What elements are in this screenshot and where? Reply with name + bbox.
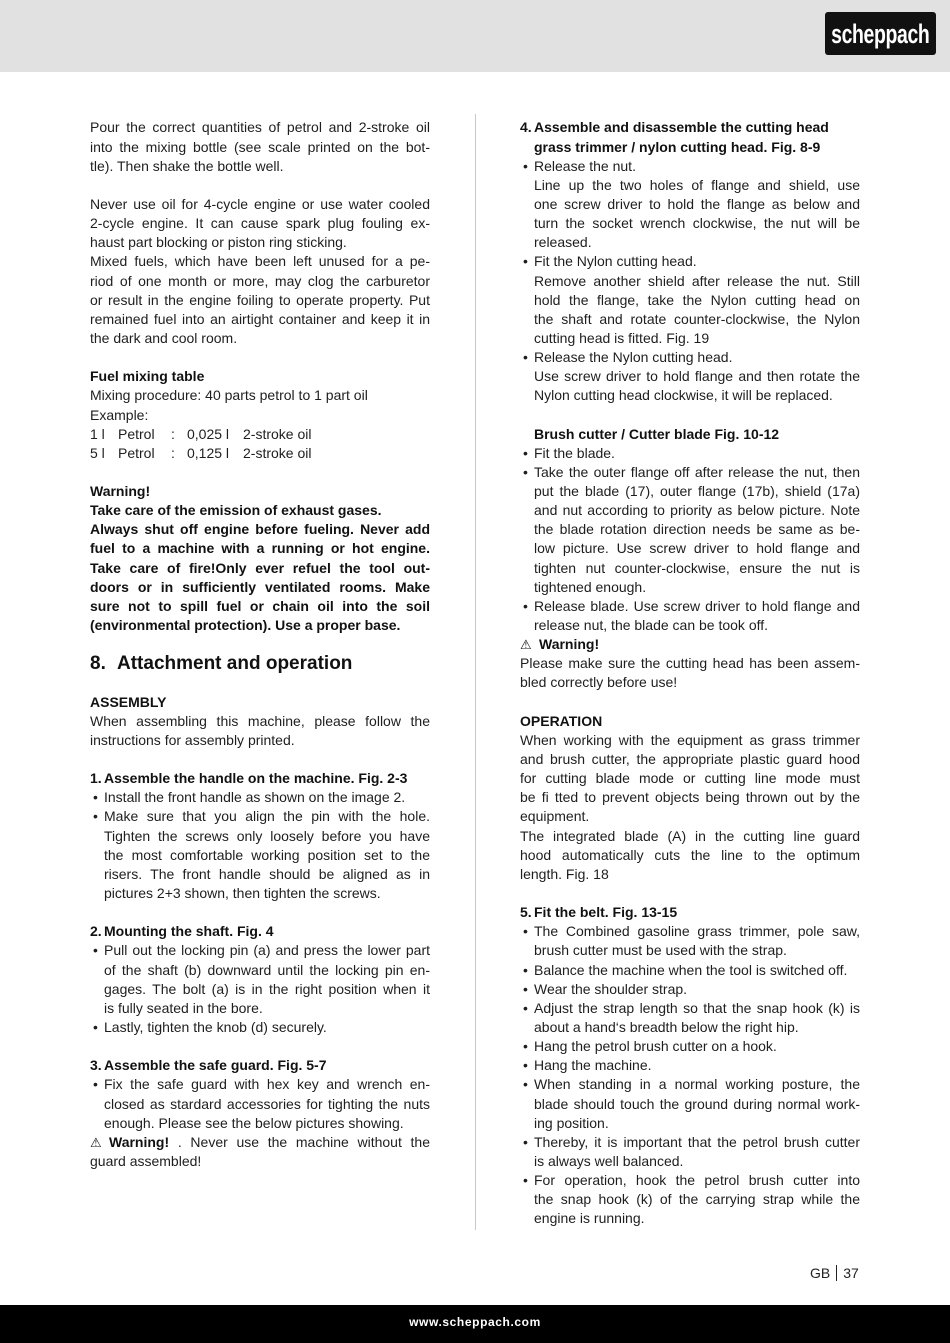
bullet-paragraph	[534, 1171, 860, 1228]
footer-bar	[0, 1305, 950, 1343]
bullet-paragraph	[534, 961, 860, 980]
bullet-line: Make sure that you align the pin with the hole.	[104, 808, 430, 825]
paragraph-line: Please make sure the cutting head has been assem-	[520, 655, 860, 672]
footer-url: www.scheppach.com	[409, 1315, 541, 1329]
bullet-line: pictures 2+3 shown, then tighten the screws.	[104, 885, 381, 902]
numbered-heading	[90, 1056, 430, 1075]
bullet-line: Release the Nylon cutting head.	[534, 349, 733, 366]
table-cell: :	[171, 425, 175, 442]
bullet-icon	[523, 157, 528, 176]
bullet-line: risers. The front handle should be aligned as in	[104, 865, 430, 882]
left-column	[90, 118, 430, 1171]
bullet-paragraph	[534, 367, 860, 405]
bullet-icon	[523, 999, 528, 1018]
warning-paragraph	[90, 1133, 430, 1171]
warning-line: guard assembled!	[90, 1152, 202, 1169]
column-divider	[475, 114, 476, 1230]
bullet-paragraph	[534, 999, 860, 1037]
bullet-line: tighten nut counter-clockwise, ensure the nut is	[534, 559, 860, 576]
fuel-mixing-table	[90, 425, 430, 463]
section	[520, 712, 860, 884]
bullet-icon	[523, 1171, 528, 1190]
bullet-line: and nut according to priority as below picture. Note	[534, 502, 860, 519]
bullet-paragraph	[104, 941, 430, 1018]
bullet-line: Hang the petrol brush cutter on a hook.	[534, 1038, 777, 1055]
numbered-heading	[90, 769, 430, 788]
bullet-line: put the blade (17), outer flange (17b), shield (17a)	[534, 483, 860, 500]
bullet-line: Nylon cutting head clockwise, it will be replaced.	[534, 387, 833, 404]
bullet-icon	[523, 922, 528, 941]
bullet-icon	[93, 1075, 98, 1094]
bullet-icon	[523, 348, 528, 367]
subheading: Fuel mixing table	[90, 368, 205, 385]
bullet-line: Fit the Nylon cutting head.	[534, 253, 697, 270]
bullet-line: Line up the two holes of flange and shield, use	[534, 176, 860, 193]
paragraph	[90, 712, 430, 750]
table-cell: Petrol	[118, 444, 155, 461]
heading-line: Assemble the safe guard. Fig. 5-7	[104, 1057, 327, 1074]
section-heading-title: Attachment and operation	[117, 653, 353, 675]
bullet-line: release nut, the blade can be took off.	[534, 617, 769, 634]
warning-icon	[520, 635, 539, 654]
bullet-line: the most comfortable working position set to the	[104, 846, 430, 863]
bullet-line: low picture. Use screw driver to hold flange and	[534, 540, 860, 557]
paragraph-line: sure not to spill fuel or chain oil into the soil	[90, 597, 430, 614]
bullet-line: cutting head is fitted. Fig. 19	[534, 329, 710, 346]
table-cell: 1 l	[90, 425, 105, 442]
bullet-item	[520, 597, 860, 635]
heading-line: Assemble and disassemble the cutting head	[534, 119, 829, 136]
bullet-line: enough. Please see the below pictures showing.	[104, 1114, 404, 1131]
paragraph-line: doors or in sufficiently ventilated rooms. Make	[90, 578, 430, 595]
section	[520, 903, 860, 1228]
bullet-line: For operation, hook the petrol brush cutter into	[534, 1172, 860, 1189]
paragraph-line: instructions for assembly printed.	[90, 731, 295, 748]
bullet-icon	[523, 961, 528, 980]
bullet-item	[520, 1133, 860, 1171]
bullet-line: ing position.	[534, 1114, 609, 1131]
bullet-item	[520, 980, 860, 999]
section	[90, 367, 430, 463]
bullet-paragraph	[104, 788, 430, 807]
bullet-icon	[523, 1133, 528, 1152]
bullet-icon	[523, 1037, 528, 1056]
bullet-item	[520, 1037, 860, 1056]
paragraph	[520, 827, 860, 884]
section	[90, 769, 430, 903]
bullet-item	[520, 1171, 860, 1228]
bullet-paragraph	[534, 348, 860, 367]
table-cell: 0,025 l	[187, 425, 230, 442]
paragraph-line: riod of one month or more, may clog the carburetor	[90, 272, 430, 289]
bullet-paragraph	[534, 272, 860, 349]
table-cell: 2-stroke oil	[243, 425, 312, 442]
bullet-paragraph	[534, 157, 860, 176]
bullet-item	[520, 1056, 860, 1075]
section	[90, 654, 430, 673]
warning-line	[90, 1133, 430, 1152]
bullet-line: is always well balanced.	[534, 1152, 684, 1169]
bullet-paragraph	[104, 1075, 430, 1132]
bullet-line: When standing in a normal working posture, the	[534, 1076, 860, 1093]
bullet-line: Balance the machine when the tool is switched off.	[534, 961, 848, 978]
bullet-item	[520, 348, 860, 405]
section	[90, 195, 430, 348]
bullet-icon	[523, 1056, 528, 1075]
bullet-paragraph	[534, 1133, 860, 1171]
subheading: ASSEMBLY	[90, 693, 167, 710]
paragraph-line: the dark and cool room.	[90, 329, 238, 346]
bullet-line: closed as stardard accessories for tighting the nuts	[104, 1095, 430, 1112]
heading-line: grass trimmer / nylon cutting head. Fig. 8-9	[534, 138, 821, 155]
bullet-line: engine is running.	[534, 1210, 645, 1227]
bullet-icon	[523, 444, 528, 463]
bullet-icon	[93, 941, 98, 960]
bullet-icon	[523, 463, 528, 482]
bullet-item	[90, 788, 430, 807]
bullet-list	[520, 157, 860, 406]
bullet-line: Hang the machine.	[534, 1057, 652, 1074]
paragraph-line: When working with the equipment as grass trimmer	[520, 731, 860, 748]
bullet-icon	[523, 252, 528, 271]
scheppach-logo	[825, 12, 936, 55]
paragraph-line: remained fuel into an airtight container and keep it in	[90, 310, 430, 327]
bullet-line: The Combined gasoline grass trimmer, pole saw,	[534, 923, 860, 940]
bullet-list	[520, 444, 860, 635]
bullet-paragraph	[534, 252, 860, 271]
bullet-line: Take the outer flange off after release the nut, then	[534, 463, 860, 480]
bullet-line: hold the flange, take the Nylon cutting head on	[534, 291, 860, 308]
bullet-line: Pull out the locking pin (a) and press the lower part	[104, 942, 430, 959]
bullet-line: Release the nut.	[534, 157, 636, 174]
bullet-list	[90, 1075, 430, 1132]
bullet-paragraph	[534, 1075, 860, 1132]
bullet-item	[520, 157, 860, 253]
bullet-icon	[523, 980, 528, 999]
heading-number: 5.	[520, 904, 532, 921]
bullet-paragraph	[534, 1056, 860, 1075]
bullet-icon	[523, 597, 528, 616]
paragraph-line: for cutting blade mode or cutting line mode must	[520, 770, 860, 787]
bullet-line: blade should touch the ground during normal work-	[534, 1095, 860, 1112]
page-number	[810, 1264, 859, 1282]
heading-number: 2.	[90, 923, 102, 940]
table-cell: Petrol	[118, 425, 155, 442]
paragraph-line: Always shut off engine before fueling. Never add	[90, 521, 430, 538]
bullet-paragraph	[534, 597, 860, 635]
paragraph-line: fuel to a machine with a running or hot engine.	[90, 540, 430, 557]
paragraph	[90, 118, 430, 175]
paragraph	[90, 406, 430, 425]
bullet-line: Tighten the screws only loosely before you have	[104, 827, 430, 844]
table-row	[90, 444, 430, 463]
section	[90, 693, 430, 750]
paragraph-line: bled correctly before use!	[520, 674, 678, 691]
bullet-paragraph	[534, 980, 860, 999]
bullet-line: gages. The bolt (a) is in the right position when it	[104, 980, 430, 997]
section	[90, 482, 430, 635]
header-band	[0, 0, 950, 72]
warning-icon	[90, 1133, 109, 1152]
bullet-list	[90, 941, 430, 1037]
paragraph-line: be fi tted to prevent objects being thrown out by the	[520, 789, 860, 806]
bullet-icon	[93, 788, 98, 807]
paragraph-line: Never use oil for 4-cycle engine or use water cooled	[90, 195, 430, 212]
paragraph-line: Mixing procedure: 40 parts petrol to 1 part oil	[90, 387, 368, 404]
bullet-line: is fully seated in the bore.	[104, 999, 263, 1016]
bullet-line: about a hand‘s breadth below the right hip.	[534, 1019, 799, 1035]
paragraph-line: into the mixing bottle (see scale printed on the bot-	[90, 138, 430, 155]
bullet-paragraph	[104, 1018, 430, 1037]
bullet-line: Fit the blade.	[534, 444, 615, 461]
paragraph	[90, 386, 430, 405]
paragraph	[520, 654, 860, 692]
warning-text: . Never use the machine without the	[177, 1133, 430, 1150]
bullet-item	[90, 941, 430, 1018]
paragraph-line: Take care of the emission of exhaust gases.	[90, 502, 382, 519]
bullet-item	[520, 444, 860, 463]
bullet-line: brush cutter must be used with the strap.	[534, 942, 787, 959]
section	[520, 118, 860, 405]
subheading: OPERATION	[520, 712, 603, 729]
numbered-heading	[90, 922, 430, 941]
table-cell: :	[171, 444, 175, 461]
table-row	[90, 425, 430, 444]
section	[90, 1056, 430, 1171]
bullet-item	[520, 961, 860, 980]
bullet-item	[520, 922, 860, 960]
warning-label: Warning!	[539, 636, 600, 653]
paragraph-line: or result in the engine foiling to operate property. Put	[90, 291, 430, 308]
section-heading-number: 8.	[90, 653, 106, 675]
bullet-line: the snap hook (k) of the carrying strap while the	[534, 1191, 860, 1208]
paragraph	[90, 195, 430, 252]
bullet-paragraph	[534, 176, 860, 253]
numbered-heading	[520, 903, 860, 922]
bullet-item	[520, 999, 860, 1037]
bullet-line: Wear the shoulder strap.	[534, 980, 688, 997]
bullet-line: Remove another shield after release the nut. Still	[534, 272, 860, 289]
bullet-line: tightened enough.	[534, 578, 647, 595]
paragraph-line: (environmental protection). Use a proper base.	[90, 617, 401, 634]
paragraph-line: The integrated blade (A) in the cutting line guard	[520, 827, 860, 844]
section	[90, 118, 430, 175]
bullet-item	[90, 807, 430, 903]
page-number-separator	[836, 1265, 837, 1281]
bullet-item	[90, 1075, 430, 1132]
bullet-line: Install the front handle as shown on the image 2.	[104, 789, 406, 806]
paragraph-line: 2-cycle engine. It can cause spark plug fouling ex-	[90, 215, 430, 232]
table-cell: 5 l	[90, 444, 105, 461]
section	[90, 922, 430, 1037]
table-cell: 0,125 l	[187, 444, 230, 461]
page-number-value: 37	[843, 1265, 859, 1281]
bullet-paragraph	[534, 922, 860, 960]
bullet-line: Adjust the strap length so that the snap hook (k) is	[534, 999, 860, 1016]
paragraph	[90, 252, 430, 348]
bullet-paragraph	[534, 463, 860, 597]
paragraph-line: tle). Then shake the bottle well.	[90, 157, 284, 174]
table-cell: 2-stroke oil	[243, 444, 312, 461]
bullet-list	[90, 788, 430, 903]
bullet-line: the blade rotation direction needs be same as be-	[534, 521, 860, 538]
heading-line: Assemble the handle on the machine. Fig. 2-3	[104, 770, 408, 787]
bullet-item	[520, 463, 860, 597]
paragraph-line: haust part blocking or piston ring sticking.	[90, 234, 347, 251]
bullet-line: Use screw driver to hold flange and then rotate the	[534, 368, 860, 385]
bullet-list	[520, 922, 860, 1228]
bullet-line: turn the socket wrench clockwise, the nut will be	[534, 215, 860, 232]
warning-label: Warning!	[109, 1133, 170, 1150]
page-language: GB	[810, 1265, 831, 1281]
paragraph-line: Take care of fire!Only ever refuel the tool out-	[90, 559, 430, 576]
bullet-paragraph	[534, 444, 860, 463]
paragraph-line: Example:	[90, 406, 149, 423]
bullet-paragraph	[104, 807, 430, 903]
paragraph-line: hood automatically cuts the line to the optimum	[520, 846, 860, 863]
paragraph	[520, 731, 860, 827]
bullet-item	[90, 1018, 430, 1037]
bullet-line: of the shaft (b) downward until the locking pin en-	[104, 961, 430, 978]
bullet-line: one screw driver to hold the flange as below and	[534, 195, 860, 212]
paragraph-line: length. Fig. 18	[520, 865, 609, 882]
paragraph-line: Mixed fuels, which have been left unused for a pe-	[90, 253, 430, 270]
paragraph	[90, 501, 430, 520]
bullet-item	[520, 1075, 860, 1132]
bullet-icon	[93, 1018, 98, 1037]
bullet-line: Lastly, tighten the knob (d) securely.	[104, 1019, 327, 1035]
subheading: Brush cutter / Cutter blade Fig. 10-12	[534, 425, 780, 442]
subheading: Warning!	[90, 483, 151, 500]
numbered-heading	[520, 118, 860, 156]
bullet-line: the shaft and rotate counter-clockwise, the Nylon	[534, 310, 860, 327]
paragraph	[90, 520, 430, 635]
logo-text: scheppach	[831, 18, 930, 49]
bullet-item	[520, 252, 860, 348]
bullet-line: released.	[534, 234, 592, 251]
section-heading	[90, 654, 430, 673]
heading-number: 4.	[520, 119, 532, 136]
bullet-line: Fix the safe guard with hex key and wrench en-	[104, 1076, 430, 1093]
right-column	[520, 118, 860, 1228]
bullet-paragraph	[534, 1037, 860, 1056]
paragraph-line: and brush cutter, the appropriate plastic guard hood	[520, 751, 860, 768]
bullet-line: Release blade. Use screw driver to hold flange and	[534, 597, 860, 614]
bullet-line: Thereby, it is important that the petrol brush cutter	[534, 1133, 860, 1150]
bullet-icon	[93, 807, 98, 826]
heading-number: 1.	[90, 770, 102, 787]
heading-number: 3.	[90, 1057, 102, 1074]
bullet-icon	[523, 1075, 528, 1094]
section	[520, 425, 860, 693]
paragraph-line: Pour the correct quantities of petrol and 2-stroke oil	[90, 119, 430, 136]
paragraph-line: When assembling this machine, please follow the	[90, 712, 430, 729]
heading-line: Mounting the shaft. Fig. 4	[104, 923, 274, 940]
warning-title	[520, 635, 860, 654]
paragraph-line: equipment.	[520, 808, 590, 825]
heading-line: Fit the belt. Fig. 13-15	[534, 904, 678, 921]
